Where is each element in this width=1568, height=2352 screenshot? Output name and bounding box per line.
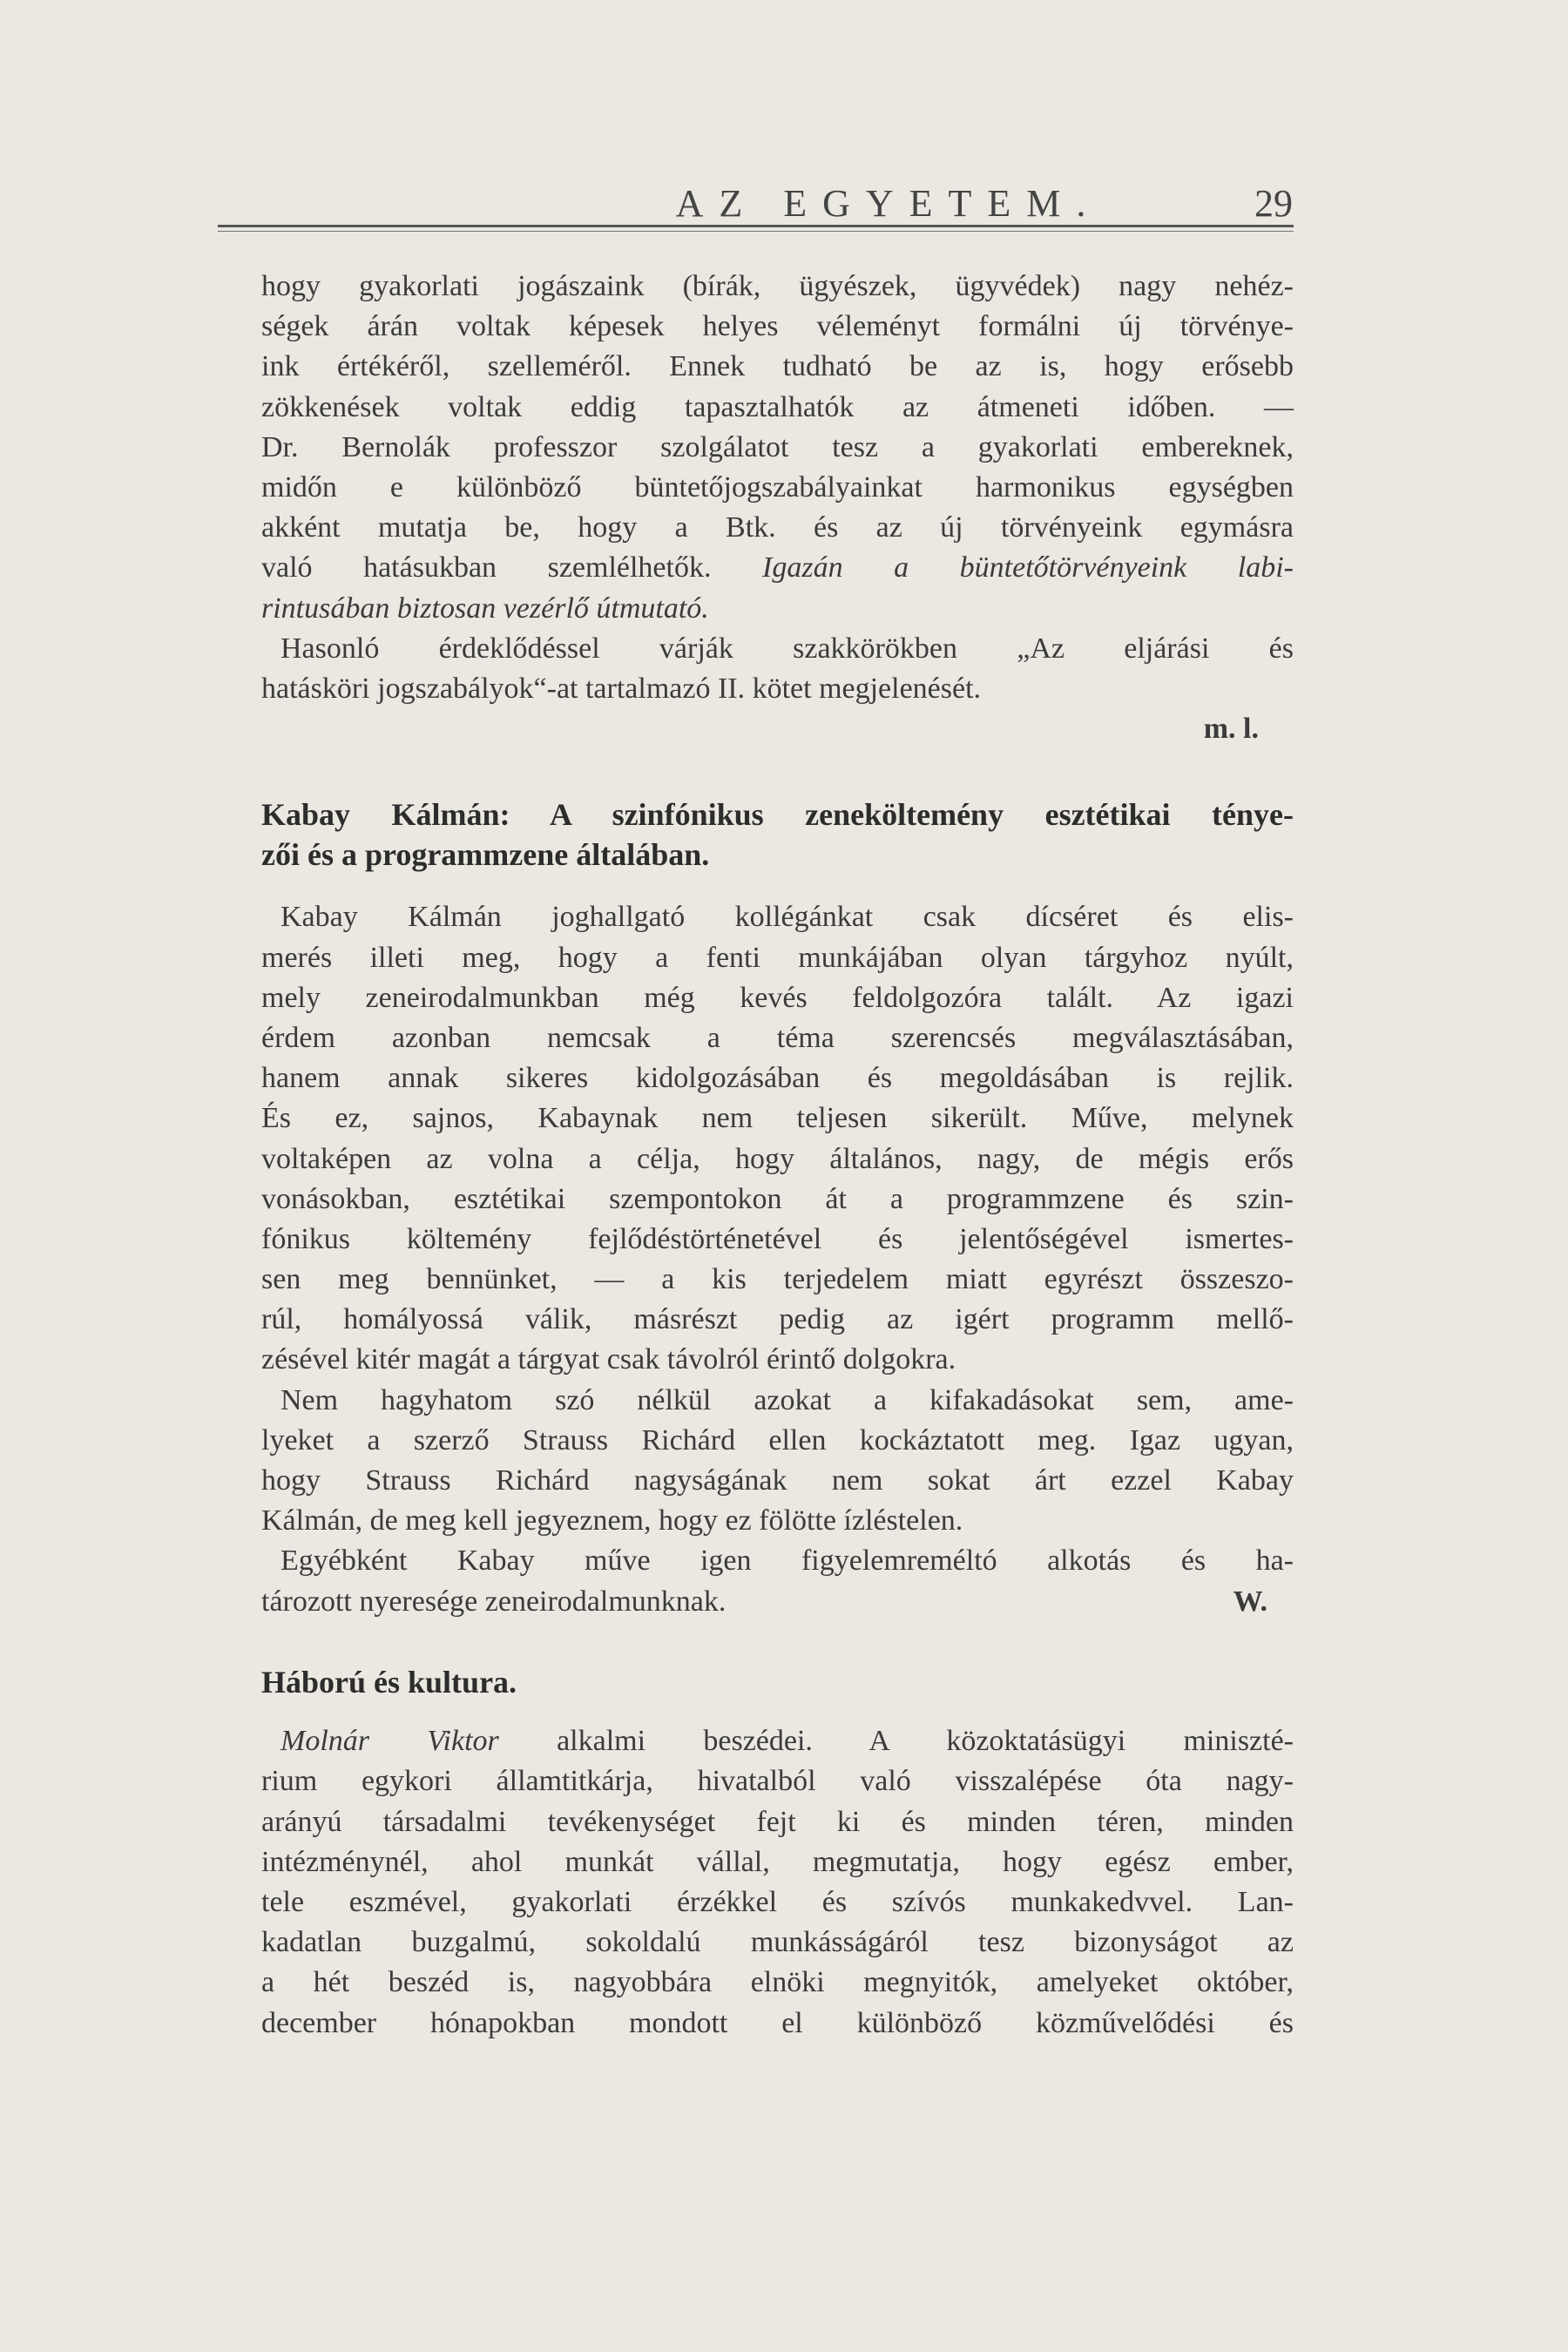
text-line — [261, 468, 1294, 508]
text-line — [261, 938, 1294, 978]
text-line — [261, 1018, 1294, 1058]
section-heading — [261, 1662, 1294, 1702]
text-segment: Hasonló érdeklődéssel várják szakkörökben „Az eljárási és — [280, 632, 1294, 665]
text-segment: hogy gyakorlati jogászaink (bírák, ügyészek, ügyvédek) nagy nehéz- — [261, 270, 1294, 302]
signature: W. — [1233, 1585, 1267, 1618]
heading-line: Háború és kultura. — [261, 1665, 517, 1700]
header-rule — [218, 225, 1294, 227]
text-segment: Kabay Kálmán joghallgató kollégánkat csak dícséret és elis- — [280, 901, 1294, 934]
text-line — [261, 589, 1294, 629]
text-segment: ségek árán voltak képesek helyes véleményt formálni új törvénye- — [261, 310, 1294, 343]
text-line — [261, 1058, 1294, 1098]
text-segment: rúl, homályossá válik, másrészt pedig az igért programm mellő- — [261, 1303, 1294, 1336]
text-line — [261, 897, 1294, 937]
text-segment: hogy Strauss Richárd nagyságának nem sokat árt ezzel Kabay — [261, 1464, 1294, 1497]
heading-spacer — [261, 875, 1294, 897]
text-line — [261, 548, 1294, 588]
text-line — [261, 1802, 1294, 1842]
text-segment: vonásokban, esztétikai szempontokon át a programmzene és szin- — [261, 1182, 1294, 1215]
text-segment: Kálmán, de meg kell jegyeznem, hogy ez fölötte ízléstelen. — [261, 1504, 963, 1538]
text-line — [261, 1842, 1294, 1882]
paragraph — [261, 1721, 1294, 2044]
text-line — [261, 1501, 1294, 1541]
text-segment: Dr. Bernolák professzor szolgálatot tesz a gyakorlati embereknek, — [261, 430, 1294, 463]
text-line — [261, 1461, 1294, 1501]
paragraph — [261, 629, 1294, 709]
text-line — [261, 1963, 1294, 2003]
text-segment: intézménynél, ahol munkát vállal, megmutatja, hogy egész ember, — [261, 1845, 1294, 1878]
text-line — [261, 1721, 1294, 1761]
review-bernolak-end — [261, 267, 1294, 749]
text-line — [261, 267, 1294, 307]
text-line — [261, 1381, 1294, 1421]
journal-title: AZ EGYETEM. — [675, 182, 1102, 225]
text-segment: zökkenések voltak eddig tapasztalhatók az átmeneti időben. — — [261, 390, 1294, 423]
text-segment: midőn e különböző büntetőjogszabályainkat harmonikus egységben — [261, 470, 1294, 504]
text-line — [261, 2004, 1294, 2044]
text-segment: És ez, sajnos, Kabaynak nem teljesen sikerült. Műve, melynek — [261, 1102, 1294, 1135]
text-line — [261, 1179, 1294, 1220]
section-heading — [261, 794, 1294, 875]
paragraph — [261, 267, 1294, 629]
signature: m. l. — [1203, 713, 1259, 746]
text-line — [261, 1340, 1294, 1380]
text-segment: lyeket a szerző Strauss Richárd ellen kockáztatott meg. Igaz ugyan, — [261, 1423, 1294, 1456]
text-line — [261, 1300, 1294, 1340]
header-rule-thin — [218, 231, 1294, 232]
line-text — [261, 1582, 726, 1622]
text-segment: mely zeneirodalmunkban még kevés feldolgozóra talált. Az igazi — [261, 981, 1294, 1014]
italic-text: Igazán a büntetőtörvényeink labi- — [762, 551, 1294, 585]
text-segment: sen meg bennünket, — a kis terjedelem miatt egyrészt összeszo- — [261, 1263, 1294, 1296]
text-line — [261, 1882, 1294, 1923]
text-line — [261, 1098, 1294, 1139]
text-line — [261, 1582, 1294, 1622]
text-segment: merés illeti meg, hogy a fenti munkájában olyan tárgyhoz nyúlt, — [261, 941, 1294, 974]
text-segment: arányú társadalmi tevékenységet fejt ki és minden téren, minden — [261, 1805, 1294, 1838]
heading-spacer — [261, 1702, 1294, 1721]
italic-text: Molnár Viktor — [280, 1725, 499, 1758]
text-line — [261, 1761, 1294, 1801]
text-segment: december hónapokban mondott el különböző közművelődési és — [261, 2006, 1294, 2039]
paragraph — [261, 1381, 1294, 1542]
text-line — [261, 978, 1294, 1018]
text-segment: ink értékéről, szelleméről. Ennek tudható be az is, hogy erősebb — [261, 350, 1294, 383]
text-line — [261, 347, 1294, 387]
text-line — [261, 1541, 1294, 1581]
text-segment: Egyébként Kabay műve igen figyelemreméltó alkotás és ha- — [280, 1544, 1294, 1578]
text-segment: tározott nyeresége zeneirodalmunknak. — [261, 1585, 727, 1618]
text-segment: akként mutatja be, hogy a Btk. és az új törvényeink egymásra — [261, 511, 1294, 544]
text-segment: kadatlan buzgalmú, sokoldalú munkásságáról tesz bizonyságot az — [261, 1926, 1294, 1959]
review-kabay — [261, 794, 1294, 1622]
text-line — [261, 1220, 1294, 1260]
page-number: 29 — [1254, 182, 1293, 225]
italic-text: rintusában biztosan vezérlő útmutató. — [261, 591, 709, 625]
review-haboru-es-kultura — [261, 1662, 1294, 2044]
text-segment: fónikus költemény fejlődéstörténetével és jelentőségével ismertes- — [261, 1222, 1294, 1255]
text-segment: érdem azonban nemcsak a téma szerencsés megválasztásában, — [261, 1021, 1294, 1054]
text-line — [261, 629, 1294, 669]
text-segment: Nem hagyhatom szó nélkül azokat a kifakadásokat sem, ame- — [280, 1383, 1294, 1416]
text-line — [261, 669, 1294, 709]
text-segment: voltaképen az volna a célja, hogy általános, nagy, de mégis erős — [261, 1142, 1294, 1175]
heading-line: zői és a programmzene általában. — [261, 837, 710, 873]
text-segment: hatásköri jogszabályok“-at tartalmazó II. kötet megjelenését. — [261, 672, 982, 705]
heading-line: Kabay Kálmán: A szinfónikus zeneköltemény esztétikai ténye- — [261, 797, 1294, 832]
text-segment: rium egykori államtitkárja, hivatalból való visszalépése óta nagy- — [261, 1765, 1294, 1798]
text-segment: zésével kitér magát a tárgyat csak távolról érintő dolgokra. — [261, 1343, 956, 1376]
text-line — [261, 428, 1294, 468]
text-segment: való hatásukban szemlélhetők. — [261, 551, 712, 585]
text-segment: a hét beszéd is, nagyobbára elnöki megnyitók, amelyeket október, — [261, 1966, 1294, 1999]
paragraph — [261, 1541, 1294, 1621]
text-segment: alkalmi beszédei. A közoktatásügyi miniszté- — [557, 1725, 1294, 1758]
paragraph — [261, 897, 1294, 1380]
text-segment: hanem annak sikeres kidolgozásában és megoldásában is rejlik. — [261, 1062, 1294, 1095]
text-line — [261, 508, 1294, 548]
text-line — [261, 307, 1294, 347]
text-line — [261, 1260, 1294, 1300]
text-line — [261, 1421, 1294, 1461]
text-segment: tele eszmével, gyakorlati érzékkel és szívós munkakedvvel. Lan- — [261, 1885, 1294, 1918]
text-line — [261, 1139, 1294, 1179]
text-line — [261, 388, 1294, 428]
text-line — [261, 1923, 1294, 1963]
